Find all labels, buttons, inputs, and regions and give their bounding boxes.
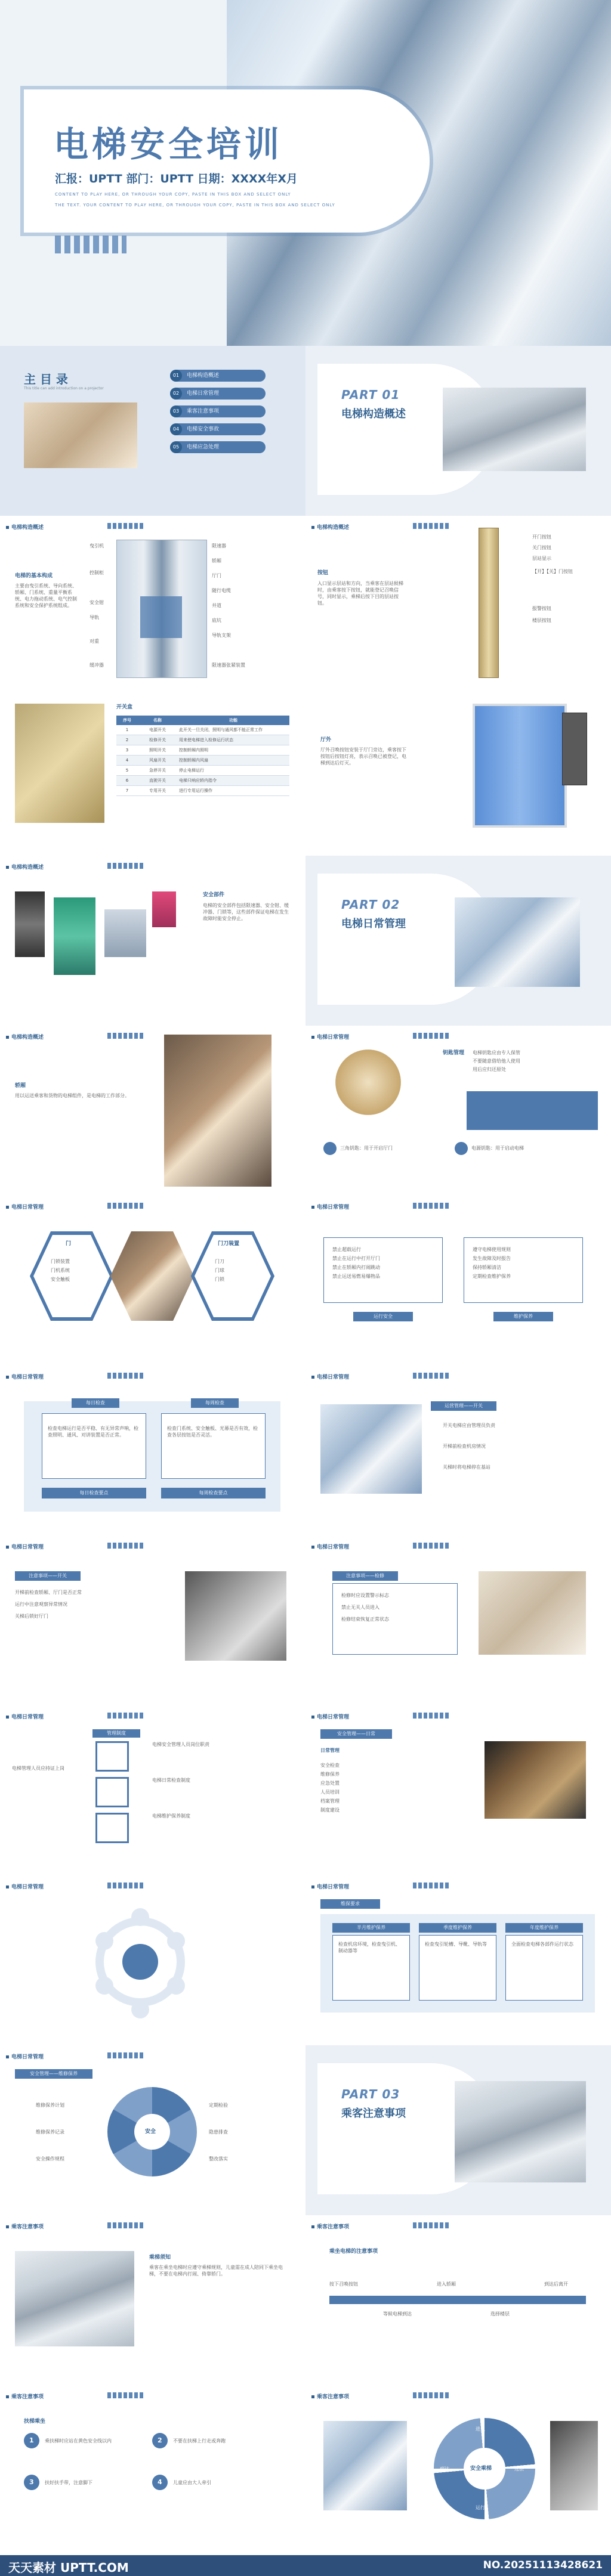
rules-squares (413, 1203, 449, 1209)
label-left-4: 对重 (90, 639, 99, 644)
process-photo (485, 1741, 586, 1819)
buttons-squares (413, 523, 449, 529)
daily-dot-3 (167, 1932, 185, 1950)
table-cell: 进行专用运行操作 (177, 786, 289, 796)
tips-photo (185, 1571, 286, 1661)
maintain-col-0-head: 半月维护保养 (332, 1923, 410, 1933)
label-right-1: 轿厢 (212, 558, 221, 564)
button-label-0: 开门按钮 (532, 534, 551, 540)
button-label-2: 层站显示 (532, 556, 551, 561)
cert-title: 管理制度 (92, 1729, 140, 1738)
wheel-squares (107, 2052, 143, 2058)
car-slide (0, 1026, 306, 1196)
table-cell: 直驶开关 (138, 776, 177, 786)
wheel-left-1: 维修保养记录 (36, 2129, 64, 2135)
cert-squares (107, 1713, 143, 1719)
daily-slide (0, 1875, 306, 2045)
inspect-slide (306, 1366, 611, 1535)
rules-slide (306, 1196, 611, 1366)
inspect-item-0: 开关电梯应由管理员负责 (443, 1423, 495, 1428)
cover-slide (0, 0, 611, 346)
table-cell: 停止电梯运行 (177, 766, 289, 776)
daily-node-1: 维修保养 (320, 1772, 340, 1777)
cover-squares (55, 236, 126, 253)
tips-item-1: 运行中注意观察异常情况 (15, 1602, 67, 1607)
table-cell: 专用开关 (138, 786, 177, 796)
label-left-0: 曳引机 (90, 543, 104, 549)
daily-squares (107, 1883, 143, 1888)
key-blue-box (467, 1091, 598, 1130)
cert-slide (0, 1705, 306, 1875)
table-cell: 急停开关 (138, 766, 177, 776)
cycle-node-3: 到达 (440, 2466, 449, 2472)
key-header: 电梯日常管理 (311, 1033, 349, 1041)
esc-squares (107, 2392, 143, 2398)
toc-title: 主 目 录 (24, 372, 68, 386)
door-right-item-0: 门刀 (215, 1259, 224, 1264)
check-right-title: 每周检查 (191, 1398, 239, 1408)
cert-icon-2 (95, 1777, 129, 1807)
inspect-item-1: 开梯前检查机房情况 (443, 1444, 486, 1449)
p3a-photo (15, 2251, 134, 2346)
label-right-0: 限速器 (212, 543, 226, 549)
wheel-left-2: 安全操作规程 (36, 2156, 64, 2162)
safety-part-4 (152, 891, 176, 927)
toc-subtitle: This title can add introduction on a projector (24, 386, 104, 391)
toc-item-5[interactable]: 05 电梯应急处理 (170, 441, 266, 453)
cycle-squares (413, 2392, 449, 2398)
cover-subtitle-en1: CONTENT TO PLAY HERE, OR THROUGH YOUR COPY, PASTE IN THIS BOX AND SELECT ONLY (55, 192, 291, 197)
table-cell: 控制轿厢内风扇 (177, 756, 289, 766)
daily-node-2: 应急处置 (320, 1781, 340, 1786)
wheel-title: 安全管理——维修保养 (15, 2069, 92, 2079)
maintain-col-0-text: 检查机房环境，检查曳引机、制动器等 (338, 1942, 400, 1953)
toc-slide (0, 346, 306, 516)
key-photo (335, 1049, 401, 1115)
safety-title: 安全部件 (203, 892, 225, 898)
p3b-step-3: 选择楼层 (490, 2311, 510, 2317)
car-photo (164, 1035, 271, 1187)
daily-dot-1 (131, 1908, 149, 1926)
button-panel (479, 528, 499, 678)
cover-title: 电梯安全培训 (54, 124, 283, 165)
notice-photo (479, 1571, 586, 1655)
wheel-right-0: 定期检验 (209, 2103, 228, 2108)
check-left-bar: 每日检查要点 (42, 1488, 146, 1498)
part2-photo (455, 897, 580, 987)
cert-icon-3 (95, 1813, 129, 1843)
toc-photo (24, 402, 137, 468)
buttons-title: 按钮 (317, 570, 329, 576)
part2-slide (306, 856, 611, 1026)
diagram-car (140, 596, 182, 638)
part3-photo (455, 2081, 586, 2182)
table-cell: 电源开关 (138, 725, 177, 735)
notice-squares (413, 1543, 449, 1549)
rules-right-bar: 维护保养 (493, 1312, 553, 1321)
cycle-node-0: 进入 (476, 2426, 485, 2432)
cycle-photo-2 (550, 2421, 598, 2510)
label-right-4: 井道 (212, 603, 221, 608)
process-header: 电梯日常管理 (311, 1713, 349, 1720)
tips-slide (0, 1535, 306, 1705)
cycle-node-1: 选层 (514, 2466, 524, 2472)
hall-title: 厅外 (320, 737, 332, 743)
button-label-4: 报警按钮 (532, 606, 551, 611)
esc-header: 乘客注意事项 (6, 2392, 44, 2400)
table-cell: 用来使电梯进入检修运行状态 (177, 735, 289, 745)
car-header: 电梯构造概述 (6, 1033, 44, 1041)
p3b-squares (413, 2222, 449, 2228)
table-cell: 5 (116, 766, 138, 776)
table-cell: 控制轿厢内照明 (177, 745, 289, 756)
part2-label: PART 02 (341, 897, 400, 912)
tips-header: 电梯日常管理 (6, 1543, 44, 1550)
part1-photo (443, 388, 586, 471)
daily-header: 电梯日常管理 (6, 1883, 44, 1890)
cycle-center: 安全乘梯 (470, 2466, 492, 2472)
table-cell: 7 (116, 786, 138, 796)
daily-hub (122, 1944, 158, 1980)
wheel-center: 安全 (145, 2129, 156, 2135)
structure-slide (0, 516, 306, 686)
maintain-slide (306, 1875, 611, 2045)
key-item-2: 用后应归还原处 (473, 1067, 506, 1072)
cert-icon-1 (95, 1741, 129, 1772)
daily-dot-5 (167, 1977, 185, 1995)
p3a-title: 乘梯须知 (149, 2255, 171, 2261)
table-row (116, 786, 289, 796)
daily-node-3: 人员培训 (320, 1789, 340, 1795)
inspect-photo (320, 1404, 422, 1494)
tips-squares (107, 1543, 143, 1549)
wheel-right-1: 隐患排查 (209, 2129, 228, 2135)
hall-door-photo (473, 704, 567, 828)
hall-slide (306, 686, 611, 856)
rules-left-2: 禁止在轿厢内打闹跳动 (332, 1265, 380, 1270)
maintain-col-2-text: 全面检查电梯各部件运行状态 (511, 1942, 573, 1947)
cert-header: 电梯日常管理 (6, 1713, 44, 1720)
rules-right-0: 遵守电梯使用规则 (473, 1247, 511, 1252)
table-cell: 1 (116, 725, 138, 735)
p3b-arrow (329, 2296, 586, 2304)
cover-subtitle-en2: THE TEXT. YOUR CONTENT TO PLAY HERE, OR THROUGH YOUR COPY, PASTE IN THIS BOX AND SELECT ONLY (55, 203, 335, 208)
tips-item-0: 开梯前检查轿厢、厅门是否正常 (15, 1590, 82, 1595)
esc-num-3-text: 3 (29, 2478, 34, 2486)
check-left-box (42, 1413, 146, 1479)
p3a-text: 乘客在乘坐电梯时应遵守乘梯规则，儿童需在成人陪同下乘坐电梯，不要在电梯内打闹、倚靠轿门。 (149, 2265, 283, 2277)
inspect-header: 电梯日常管理 (311, 1373, 349, 1380)
tips-title: 注意事项——开关 (15, 1571, 81, 1581)
cert-item-0: 电梯安全管理人员岗位职责 (152, 1742, 209, 1747)
safety-part-1 (15, 891, 45, 957)
switch-table (116, 716, 289, 796)
notice-item-0: 检修时应设置警示标志 (341, 1593, 389, 1598)
label-left-5: 缓冲器 (90, 662, 104, 668)
rules-left-0: 禁止超载运行 (332, 1247, 361, 1252)
th-2: 功能 (229, 718, 237, 723)
process-slide (306, 1705, 611, 1875)
part3-title: 乘客注意事项 (341, 2107, 406, 2120)
rules-header: 电梯日常管理 (311, 1203, 349, 1210)
p3b-step-2: 进入轿厢 (437, 2281, 456, 2287)
rules-right-2: 保持轿厢清洁 (473, 1265, 501, 1270)
esc-num-4-text: 4 (158, 2478, 162, 2486)
inspect-title: 运营管理——开关 (431, 1401, 496, 1411)
p3b-slide (306, 2215, 611, 2385)
rules-left-bar: 运行安全 (353, 1312, 413, 1321)
p3a-header: 乘客注意事项 (6, 2222, 44, 2230)
hall-panel-photo (562, 713, 587, 785)
switch-slide (0, 686, 306, 856)
key-bar-right: 电源钥匙：用于启动电梯 (471, 1145, 524, 1151)
wheel-slide (0, 2045, 306, 2215)
daily-node-4: 档案管理 (320, 1798, 340, 1804)
toc-item-3[interactable]: 03 乘客注意事项 (170, 405, 266, 417)
wheel-right-2: 整改落实 (209, 2156, 228, 2162)
rules-right-3: 定期检查维护保养 (473, 1274, 511, 1279)
safety-text: 电梯的安全部件包括限速器、安全钳、缓冲器、门锁等，这些部件保证电梯在发生故障时能安全停止。 (203, 903, 289, 921)
part1-label: PART 01 (341, 388, 400, 402)
label-right-2: 厅门 (212, 573, 221, 578)
table-row (116, 745, 289, 756)
esc-item-4: 儿童应由大人牵引 (173, 2480, 211, 2485)
door-right-item-1: 门球 (215, 1268, 224, 1273)
tips-item-2: 关梯后锁好厅门 (15, 1614, 48, 1619)
cover-reporter: 汇报：UPTT 部门：UPTT 日期：XXXX年X月 (55, 172, 298, 185)
key-item-1: 不要随意借给他人使用 (473, 1058, 520, 1064)
cycle-photo (323, 2421, 407, 2510)
door-left-item-1: 门机系统 (51, 1268, 70, 1273)
cycle-node-2: 运行 (476, 2505, 485, 2510)
notice-slide (306, 1535, 611, 1705)
maintain-col-2-head: 年度维护保养 (505, 1923, 583, 1933)
structure-header: 电梯构造概述 (6, 523, 44, 531)
esc-item-1: 乘扶梯时应站在黄色安全线以内 (45, 2438, 112, 2444)
notice-item-1: 禁止无关人员进入 (341, 1605, 379, 1610)
daily-center: 日常管理 (320, 1748, 340, 1753)
safety-part-3 (104, 909, 146, 957)
button-label-3: 【开】【关】门按钮 (532, 569, 573, 574)
door-left-item-2: 安全触板 (51, 1277, 70, 1282)
label-right-3: 随行电缆 (212, 588, 231, 593)
door-header: 电梯日常管理 (6, 1203, 44, 1210)
check-left-title: 每日检查 (72, 1398, 119, 1408)
rules-left-3: 禁止运送易燃易爆物品 (332, 1274, 380, 1279)
table-cell: 此开关一旦关闭，照明与通风都不能正常工作 (177, 725, 289, 735)
safety-part-2 (54, 897, 95, 975)
part1-slide (306, 346, 611, 516)
label-right-7: 限速器张紧装置 (212, 662, 245, 668)
door-right-title: 门刀装置 (218, 1241, 240, 1247)
esc-slide (0, 2385, 306, 2555)
car-title: 轿厢 (15, 1083, 26, 1089)
table-cell: 6 (116, 776, 138, 786)
check-right-box (161, 1413, 266, 1479)
notice-header: 电梯日常管理 (311, 1543, 349, 1550)
buttons-text: 入口显示层站和方向，当乘客在层站候梯时，由乘客按下按钮，就能登记召唤信号，同时显示，乘梯后按下目的层站按钮。 (317, 581, 403, 606)
th-0: 序号 (123, 718, 131, 723)
check-right-text: 检查门系统、安全触板、光幕是否有效，检查各层按钮是否灵活。 (167, 1426, 258, 1438)
esc-item-3: 扶好扶手带，注意脚下 (45, 2480, 92, 2485)
table-cell: 照明开关 (138, 745, 177, 756)
table-cell: 电梯只响应轿内指令 (177, 776, 289, 786)
inspect-item-2: 关梯时将电梯停在基站 (443, 1465, 490, 1470)
button-label-1: 关门按钮 (532, 545, 551, 550)
footer-right: NO.20251113428621 (483, 2559, 603, 2571)
maintain-squares (413, 1883, 449, 1888)
rules-left-1: 禁止在运行中打开厅门 (332, 1256, 380, 1261)
structure-squares (107, 523, 143, 529)
footer-left: 天天素材 UPTT.COM (8, 2560, 129, 2575)
toc-item-2[interactable]: 02 电梯日常管理 (170, 388, 266, 400)
part2-title: 电梯日常管理 (341, 918, 406, 930)
car-squares (107, 1033, 143, 1039)
part3-slide (306, 2045, 611, 2215)
rules-right-1: 发生故障及时报告 (473, 1256, 511, 1261)
esc-item-2: 不要在扶梯上行走或奔跑 (173, 2438, 226, 2444)
cycle-slide (306, 2385, 611, 2555)
door-right-item-2: 门锁 (215, 1277, 224, 1282)
p3b-step-1: 等候电梯到达 (383, 2311, 412, 2317)
part3-label: PART 03 (341, 2087, 400, 2101)
key-icon-right (455, 1142, 468, 1155)
key-slide (306, 1026, 611, 1196)
safety-squares (107, 863, 143, 869)
label-right-6: 导轨支架 (212, 633, 231, 638)
buttons-header: 电梯构造概述 (311, 523, 349, 531)
label-left-3: 导轨 (90, 615, 99, 620)
cert-item-1: 电梯日常检查制度 (152, 1778, 190, 1783)
button-label-5: 楼层按钮 (532, 618, 551, 623)
p3b-header: 乘客注意事项 (311, 2222, 349, 2230)
safety-header: 电梯构造概述 (6, 863, 44, 871)
table-cell: 2 (116, 735, 138, 745)
check-squares (107, 1373, 143, 1379)
table-cell: 检修开关 (138, 735, 177, 745)
daily-node-5: 制度建设 (320, 1807, 340, 1813)
esc-num-1-text: 1 (29, 2436, 34, 2444)
th-1: 名称 (153, 718, 162, 723)
maintain-col-1-text: 检查曳引轮槽、导靴、导轨等 (425, 1942, 487, 1947)
daily-dot-4 (95, 1977, 113, 1995)
p3b-step-0: 按下召唤按钮 (329, 2281, 358, 2287)
door-left-title: 门 (66, 1241, 72, 1247)
key-item-0: 电梯钥匙应由专人保管 (473, 1050, 520, 1055)
daily-dot-6 (131, 2001, 149, 2018)
switch-photo (15, 704, 104, 823)
table-row (116, 776, 289, 786)
hall-text: 厅外召唤按钮安装于厅门旁边，乘客按下按钮后按钮灯亮，表示召唤已被登记，电梯到达后灯灭。 (320, 747, 406, 766)
table-row (116, 766, 289, 776)
door-center-hex (110, 1231, 194, 1321)
esc-num-2-text: 2 (158, 2436, 162, 2444)
check-slide (0, 1366, 306, 1535)
check-header: 电梯日常管理 (6, 1373, 44, 1380)
wheel-header: 电梯日常管理 (6, 2052, 44, 2060)
notice-item-2: 检修结束恢复正常状态 (341, 1617, 389, 1622)
toc-item-1[interactable]: 01 电梯构造概述 (170, 370, 266, 382)
table-cell: 风扇开关 (138, 756, 177, 766)
cycle-header: 乘客注意事项 (311, 2392, 349, 2400)
key-bar-left: 三角钥匙：用于开启厅门 (340, 1145, 393, 1151)
cert-caption: 电梯管理人员应持证上岗 (12, 1766, 64, 1771)
p3b-step-4: 到达后离开 (544, 2281, 568, 2287)
process-squares (413, 1713, 449, 1719)
label-left-1: 控制柜 (90, 570, 104, 575)
p3a-slide (0, 2215, 306, 2385)
key-squares (413, 1033, 449, 1039)
part1-title: 电梯构造概述 (341, 408, 406, 420)
table-row (116, 735, 289, 745)
daily-dot-2 (95, 1932, 113, 1950)
p3a-squares (107, 2222, 143, 2228)
notice-title: 注意事项——检修 (332, 1571, 398, 1581)
maintain-header: 电梯日常管理 (311, 1883, 349, 1890)
table-cell: 3 (116, 745, 138, 756)
door-slide (0, 1196, 306, 1366)
safety-slide (0, 856, 306, 1026)
structure-left-title: 电梯的基本构成 (15, 573, 53, 579)
door-squares (107, 1203, 143, 1209)
esc-title: 扶梯乘坐 (24, 2419, 46, 2425)
label-right-5: 底坑 (212, 618, 221, 623)
maintain-col-1-head: 季度维护保养 (419, 1923, 496, 1933)
daily-title: 安全管理——日常 (320, 1729, 392, 1739)
structure-left-text: 主要由曳引系统、导向系统、轿厢、门系统、重量平衡系统、电力拖动系统、电气控制系统和安全保护系统组成。 (15, 583, 77, 608)
table-row (116, 756, 289, 766)
cert-item-2: 电梯维护保养制度 (152, 1813, 190, 1819)
daily-node-0: 安全检查 (320, 1763, 340, 1768)
check-left-text: 检查电梯运行是否平稳、有无异常声响，检查照明、通风、对讲装置是否正常。 (48, 1426, 138, 1438)
car-text: 用以运送乘客和货物的电梯组件，是电梯的工作部分。 (15, 1093, 129, 1098)
table-cell: 4 (116, 756, 138, 766)
label-left-2: 安全钳 (90, 600, 104, 605)
door-left-item-0: 门锁装置 (51, 1259, 70, 1264)
maintain-title: 维保要求 (320, 1899, 380, 1909)
key-title: 钥匙管理 (443, 1050, 465, 1056)
table-row (116, 725, 289, 735)
p3b-title: 乘坐电梯的注意事项 (329, 2249, 378, 2255)
toc-item-4[interactable]: 04 电梯安全事故 (170, 423, 266, 435)
buttons-slide (306, 516, 611, 686)
key-icon-left (323, 1142, 337, 1155)
switch-title: 开关盒 (116, 704, 133, 710)
check-right-bar: 每周检查要点 (161, 1488, 266, 1498)
inspect-squares (413, 1373, 449, 1379)
wheel-left-0: 维修保养计划 (36, 2103, 64, 2108)
